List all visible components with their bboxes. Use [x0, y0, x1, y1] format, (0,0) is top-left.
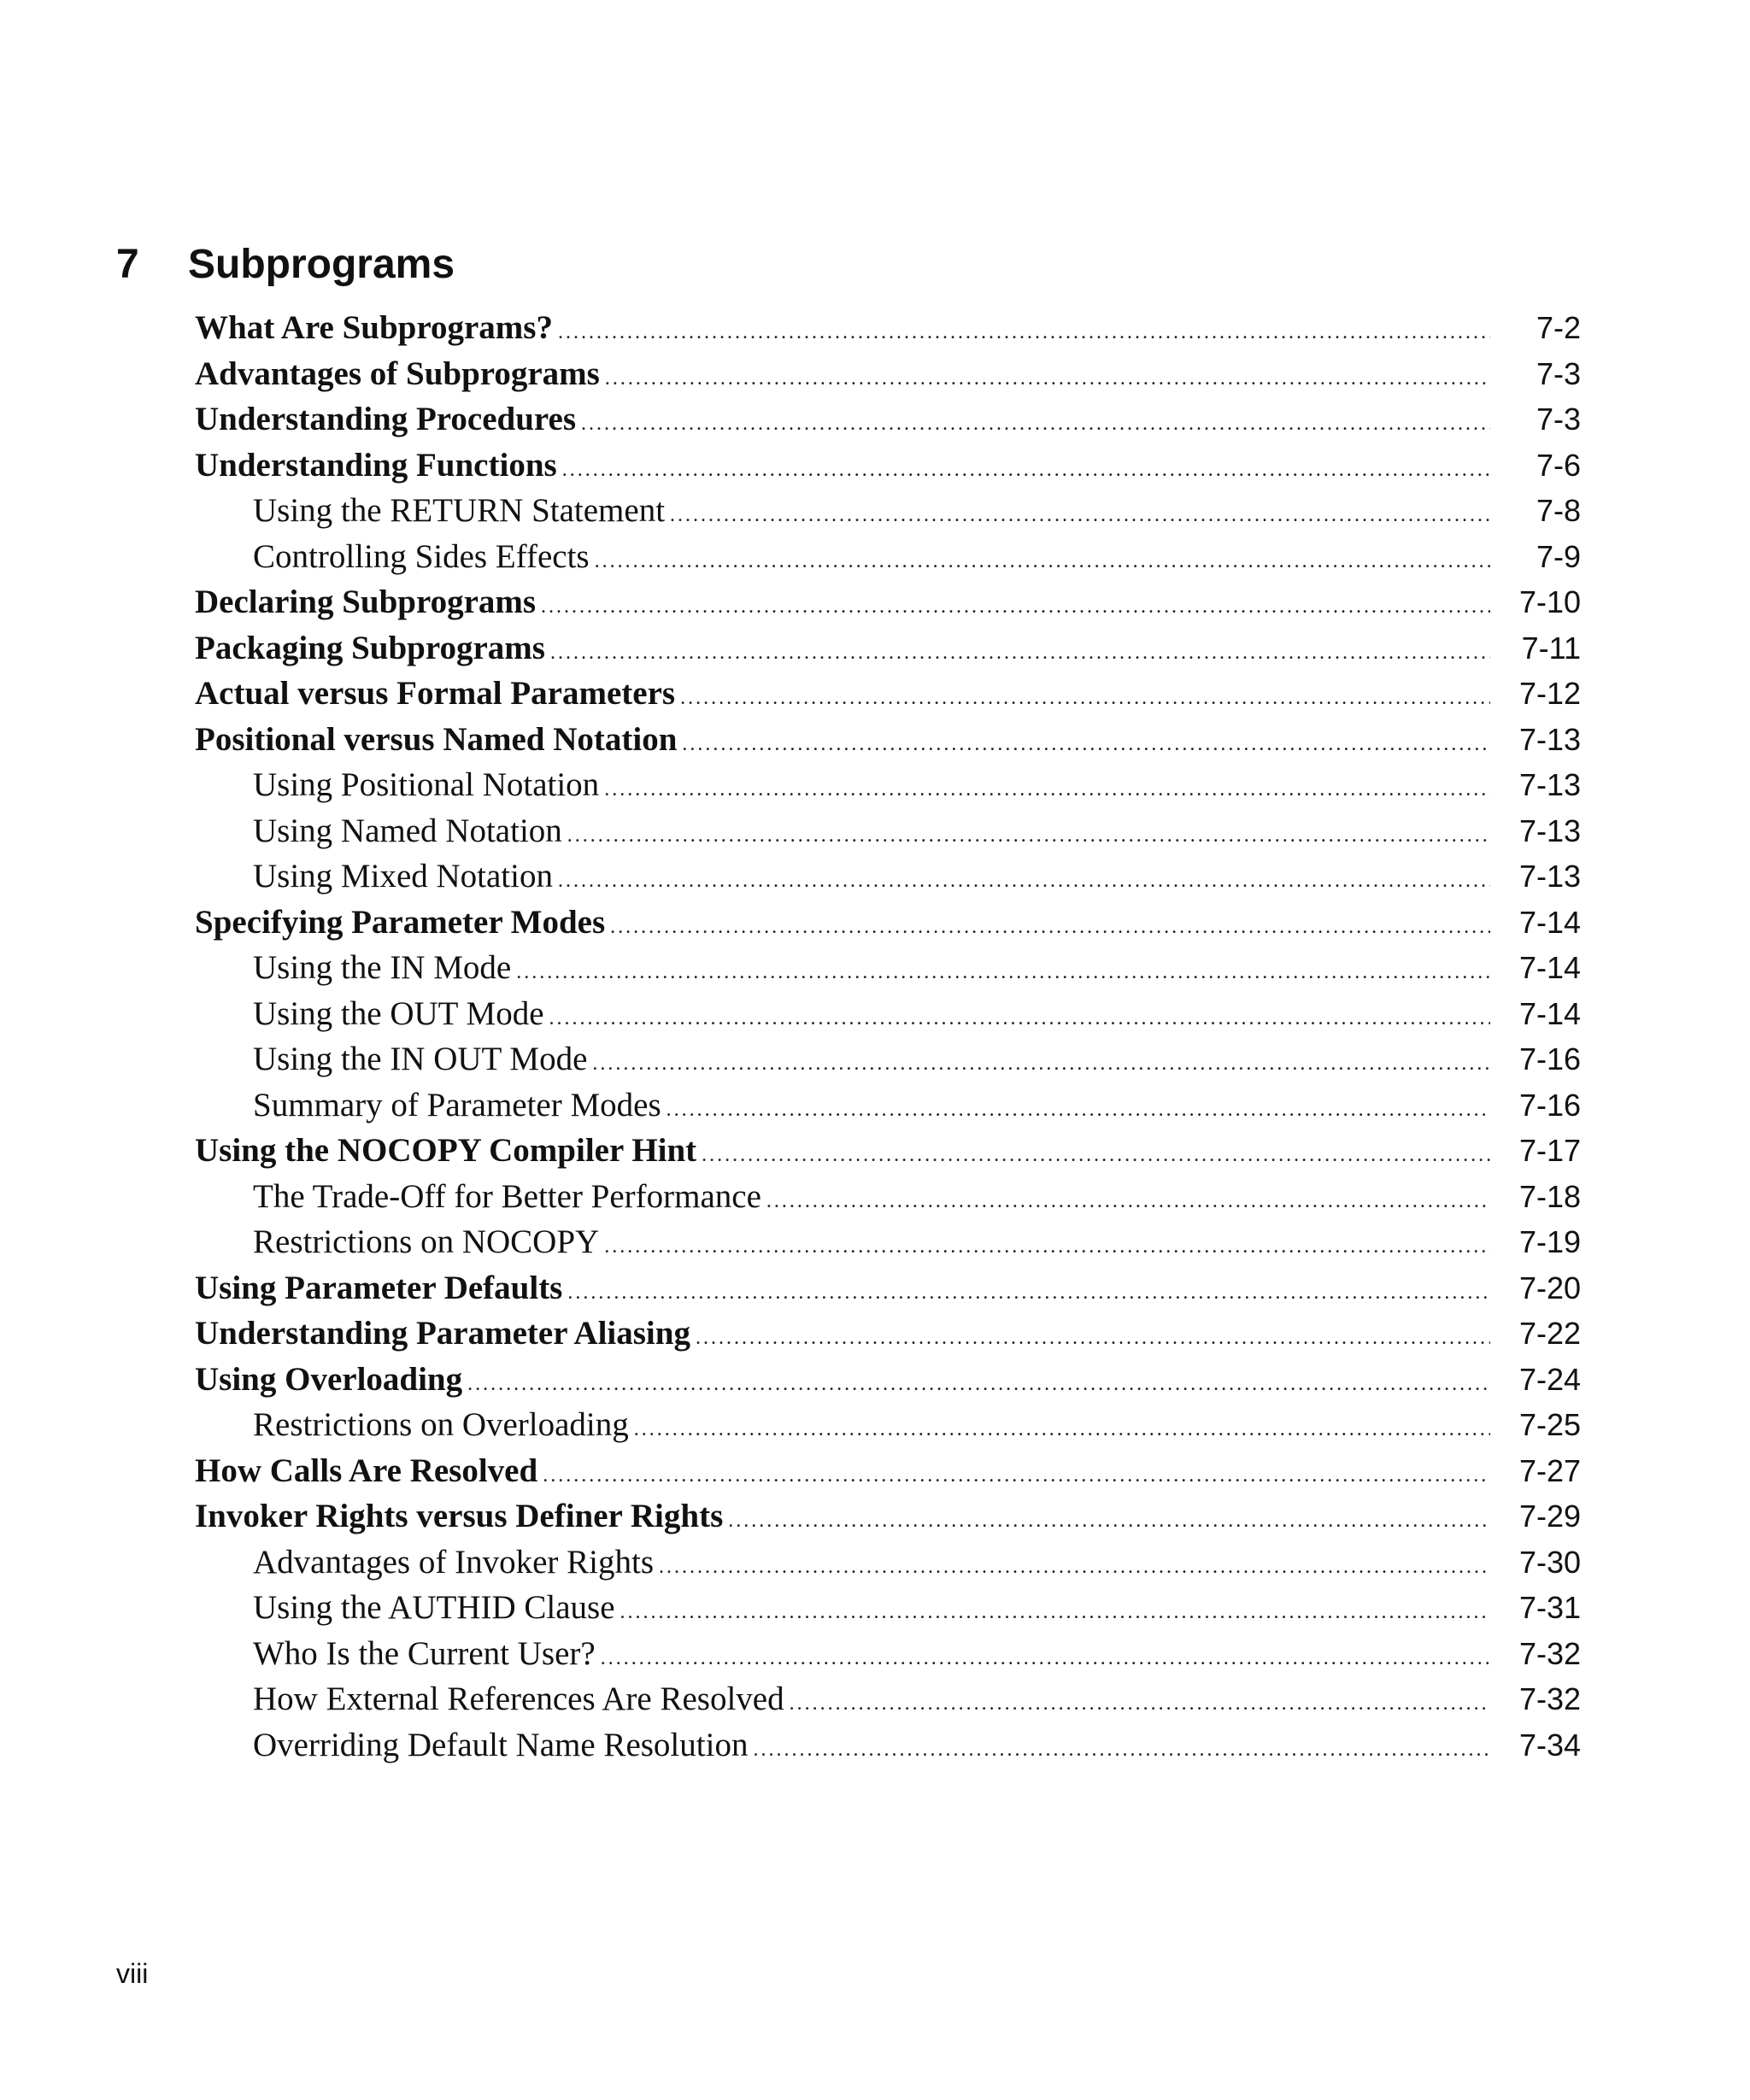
toc-entry-page: 7-29: [1518, 1499, 1581, 1534]
toc-entry[interactable]: [195, 900, 1581, 946]
dot-leader: [592, 1041, 1490, 1088]
chapter-title: Subprograms: [188, 242, 455, 287]
toc-entry-page: 7-20: [1518, 1270, 1581, 1305]
dot-leader: [702, 1133, 1490, 1179]
toc-entry[interactable]: [195, 579, 1581, 625]
toc-entry-title: Using the AUTHID Clause: [253, 1589, 615, 1626]
toc-entry-title: What Are Subprograms?: [195, 309, 553, 346]
toc-entry[interactable]: [195, 396, 1581, 443]
toc-entry-title: Using the RETURN Statement: [253, 492, 666, 529]
toc-entry-title: Controlling Sides Effects: [253, 537, 590, 575]
dot-leader: [567, 1270, 1490, 1317]
toc-entry-title: Who Is the Current User?: [253, 1634, 596, 1672]
toc-entry-page: 7-19: [1518, 1224, 1581, 1259]
toc-entry-page: 7-13: [1518, 767, 1581, 802]
toc-entry-title: How External References Are Resolved: [253, 1681, 784, 1717]
toc-entry-title: Specifying Parameter Modes: [195, 903, 606, 941]
toc-entry-page: 7-31: [1518, 1590, 1581, 1625]
dot-leader: [728, 1499, 1490, 1545]
toc-entry-page: 7-16: [1518, 1087, 1581, 1123]
toc-entry-page: 7-22: [1518, 1316, 1581, 1351]
dot-leader: [766, 1179, 1490, 1225]
toc-subentry[interactable]: [195, 1540, 1581, 1586]
toc-entry[interactable]: [195, 443, 1581, 489]
dot-leader: [667, 1088, 1490, 1134]
toc-subentry[interactable]: [195, 1402, 1581, 1448]
toc-entry-page: 7-11: [1521, 630, 1581, 666]
toc-entry[interactable]: [195, 351, 1581, 397]
toc-subentry[interactable]: [195, 1585, 1581, 1631]
toc-entry-page: 7-14: [1518, 904, 1581, 940]
dot-leader: [659, 1545, 1490, 1591]
dot-leader: [516, 950, 1490, 996]
toc-entry-page: 7-8: [1536, 493, 1581, 528]
dot-leader: [558, 310, 1490, 356]
toc-entry-title: Advantages of Invoker Rights: [253, 1543, 654, 1581]
toc-entry-page: 7-13: [1518, 812, 1581, 848]
dot-leader: [610, 905, 1490, 951]
toc-entry-page: 7-17: [1518, 1133, 1581, 1168]
toc-entry-page: 7-30: [1518, 1544, 1581, 1580]
dot-leader: [790, 1681, 1490, 1728]
toc-entry-title: Invoker Rights versus Definer Rights: [195, 1498, 724, 1534]
dot-leader: [543, 1453, 1490, 1499]
toc-entry[interactable]: [195, 671, 1581, 717]
toc-subentry[interactable]: [195, 534, 1581, 580]
toc-entry[interactable]: [195, 625, 1581, 672]
toc-entry-page: 7-18: [1518, 1178, 1581, 1214]
toc-entry-title: Declaring Subprograms: [195, 584, 537, 620]
toc-entry-page: 7-25: [1518, 1407, 1581, 1442]
dot-leader: [680, 676, 1490, 722]
dot-leader: [595, 539, 1490, 585]
toc-subentry[interactable]: [195, 1082, 1581, 1129]
toc-entry[interactable]: [195, 1128, 1581, 1174]
toc-subentry[interactable]: [195, 488, 1581, 534]
toc-entry-page: 7-13: [1518, 859, 1581, 894]
toc-entry-title: Understanding Parameter Aliasing: [195, 1315, 690, 1352]
dot-leader: [670, 493, 1490, 539]
toc-entry-page: 7-32: [1518, 1635, 1581, 1671]
toc-entry-page: 7-9: [1536, 538, 1581, 574]
dot-leader: [550, 631, 1490, 677]
toc-entry-title: The Trade-Off for Better Performance: [253, 1177, 761, 1215]
toc-subentry[interactable]: [195, 1174, 1581, 1220]
toc-entry-title: Restrictions on Overloading: [253, 1406, 629, 1443]
toc-entry-page: 7-12: [1518, 676, 1581, 711]
toc-entry-title: Using Overloading: [195, 1360, 463, 1398]
toc-entry[interactable]: [195, 1448, 1581, 1494]
toc-subentry[interactable]: [195, 945, 1581, 991]
toc-subentry[interactable]: [195, 762, 1581, 808]
toc-entry-page: 7-34: [1518, 1727, 1581, 1763]
dot-leader: [604, 1224, 1490, 1270]
toc-entry-title: Using the IN OUT Mode: [253, 1041, 588, 1077]
toc-subentry[interactable]: [195, 808, 1581, 854]
toc-entry-title: Restrictions on NOCOPY: [253, 1223, 600, 1260]
toc-entry[interactable]: [195, 1311, 1581, 1357]
toc-subentry[interactable]: [195, 1036, 1581, 1082]
toc-entry-title: Packaging Subprograms: [195, 629, 545, 666]
toc-entry-page: 7-14: [1518, 995, 1581, 1031]
toc-subentry[interactable]: [195, 1676, 1581, 1722]
toc-entry-title: Using the IN Mode: [253, 949, 512, 986]
toc-entry-title: How Calls Are Resolved: [195, 1452, 538, 1489]
page-folio: viii: [116, 1958, 149, 1989]
toc-entry[interactable]: [195, 305, 1581, 351]
toc-entry-page: 7-32: [1518, 1681, 1581, 1716]
toc-subentry[interactable]: [195, 1631, 1581, 1677]
dot-leader: [467, 1362, 1490, 1408]
dot-leader: [558, 859, 1490, 905]
toc-entry-title: Actual versus Formal Parameters: [195, 675, 676, 712]
toc-entry-title: Understanding Functions: [195, 446, 557, 484]
toc-entry-page: 7-6: [1536, 447, 1581, 483]
toc-subentry[interactable]: [195, 991, 1581, 1037]
dot-leader: [549, 996, 1490, 1042]
dot-leader: [541, 584, 1490, 631]
toc-entry-page: 7-16: [1518, 1041, 1581, 1076]
toc-entry-page: 7-13: [1518, 721, 1581, 757]
toc-entry-title: Advantages of Subprograms: [195, 355, 600, 392]
dot-leader: [634, 1407, 1490, 1453]
toc-entry-page: 7-14: [1518, 950, 1581, 985]
toc-entry-page: 7-27: [1518, 1452, 1581, 1488]
toc-entry-title: Using Parameter Defaults: [195, 1269, 563, 1306]
toc-entry[interactable]: [195, 1265, 1581, 1311]
toc-entry-title: Overriding Default Name Resolution: [253, 1726, 749, 1763]
toc-subentry[interactable]: [195, 1722, 1581, 1769]
chapter-number: 7: [116, 242, 139, 287]
toc-entry-title: Understanding Procedures: [195, 401, 577, 437]
dot-leader: [567, 813, 1490, 859]
toc-entry-title: Using Positional Notation: [253, 766, 600, 803]
toc-entry-page: 7-2: [1536, 310, 1581, 345]
toc-entry-title: Using Mixed Notation: [253, 858, 553, 895]
table-of-contents: [195, 305, 1581, 1768]
toc-entry-page: 7-3: [1536, 402, 1581, 437]
dot-leader: [604, 767, 1490, 813]
dot-leader: [753, 1728, 1490, 1774]
toc-entry-page: 7-3: [1536, 355, 1581, 391]
toc-entry[interactable]: [195, 717, 1581, 763]
dot-leader: [682, 722, 1490, 768]
toc-entry-title: Summary of Parameter Modes: [253, 1086, 661, 1123]
toc-subentry[interactable]: [195, 853, 1581, 900]
dot-leader: [620, 1590, 1490, 1636]
toc-subentry[interactable]: [195, 1219, 1581, 1265]
dot-leader: [562, 448, 1490, 494]
toc-entry-title: Using the OUT Mode: [253, 994, 544, 1032]
dot-leader: [605, 356, 1490, 402]
dot-leader: [601, 1636, 1490, 1682]
dot-leader: [581, 402, 1490, 448]
toc-entry-title: Positional versus Named Notation: [195, 720, 678, 758]
dot-leader: [696, 1316, 1490, 1362]
toc-entry[interactable]: [195, 1357, 1581, 1403]
toc-entry-page: 7-24: [1518, 1361, 1581, 1397]
toc-entry-title: Using the NOCOPY Compiler Hint: [195, 1132, 697, 1169]
toc-entry-title: Using Named Notation: [253, 812, 562, 849]
toc-entry-page: 7-10: [1518, 584, 1581, 619]
toc-entry[interactable]: [195, 1493, 1581, 1540]
